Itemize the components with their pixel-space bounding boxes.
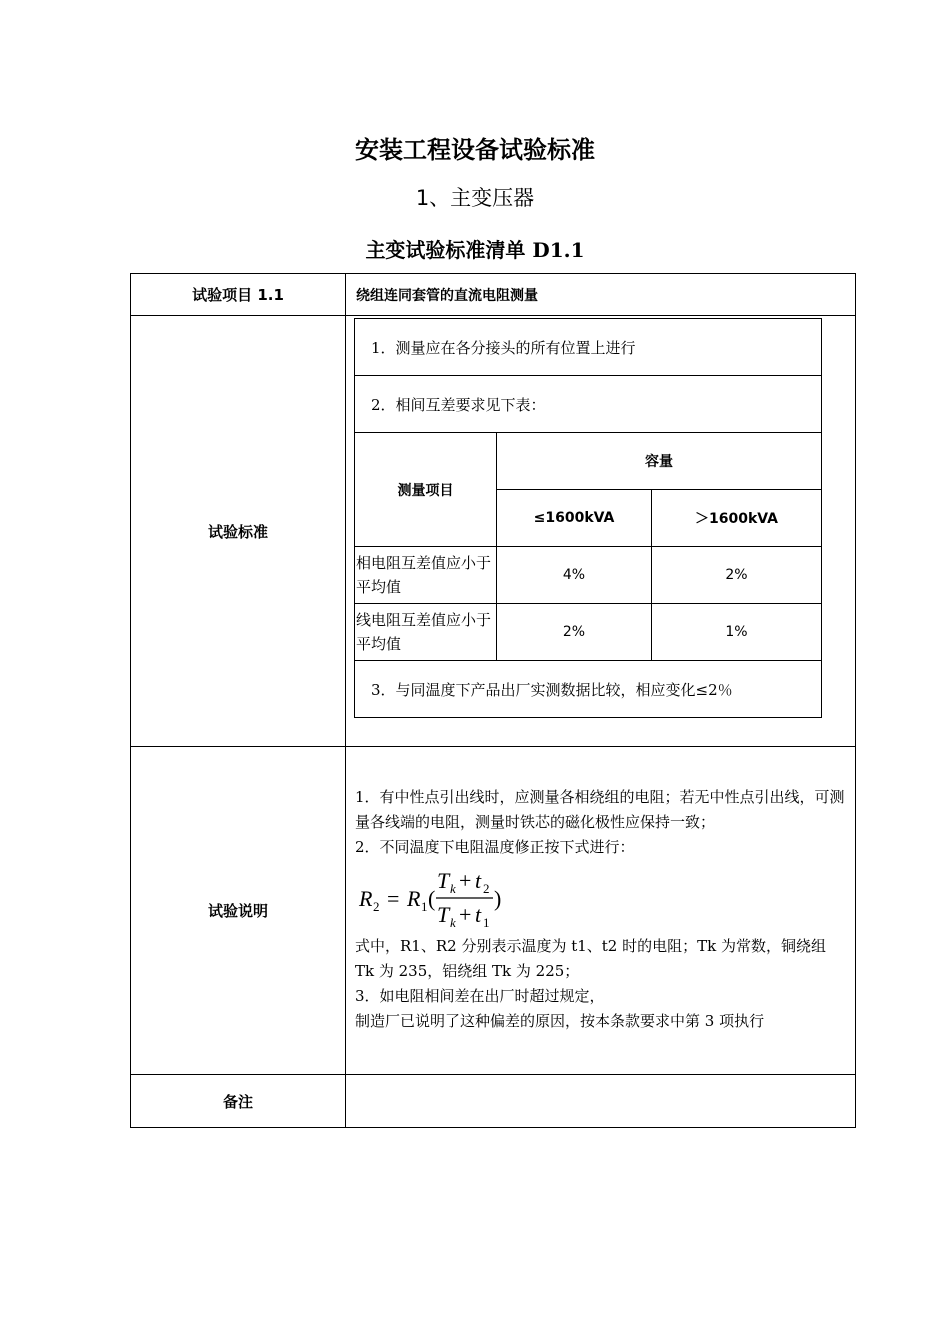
svg-text:k: k	[450, 915, 456, 930]
svg-text:(: (	[428, 886, 436, 911]
note-paragraph-1: 1．有中性点引出线时，应测量各相绕组的电阻；若无中性点引出线，可测量各线端的电阻，测量时铁芯的磁化极性应保持一致；	[355, 788, 845, 831]
line-resistance-label: 线电阻互差值应小于平均值	[355, 604, 497, 661]
svg-text:R: R	[407, 886, 421, 911]
svg-text:+: +	[459, 868, 472, 893]
document-title: 安装工程设备试验标准	[355, 135, 595, 164]
svg-text:T: T	[437, 902, 450, 927]
header-measure-item: 测量项目	[355, 433, 497, 547]
svg-text:t: t	[475, 868, 482, 893]
svg-text:=: =	[387, 886, 400, 911]
header-gt-1600: ＞1600kVA	[652, 490, 822, 547]
header-le-1600: ≤1600kVA	[497, 490, 652, 547]
list-title: 主变试验标准清单 D1.1	[365, 238, 585, 262]
section-title: 1、主变压器	[415, 186, 535, 210]
notes-row	[131, 747, 856, 1075]
standard-line-1: 1．测量应在各分接头的所有位置上进行	[355, 319, 822, 376]
note-paragraph-3: 式中，R1、R2 分别表示温度为 t1、t2 时的电阻；Tk 为常数，铜绕组 Tk 为 235，铝绕组 Tk 为 225；	[355, 937, 826, 980]
temperature-correction-formula	[357, 862, 847, 934]
note-paragraph-4: 3．如电阻相间差在出厂时超过规定，	[355, 987, 605, 1005]
svg-text:): )	[494, 886, 502, 911]
notes-label: 试验说明	[131, 747, 346, 1075]
svg-text:T: T	[437, 868, 450, 893]
standard-row	[131, 316, 856, 747]
standard-line-2: 2．相间互差要求见下表：	[355, 376, 822, 433]
svg-text:1: 1	[483, 915, 490, 930]
phase-gt-value: 2%	[652, 547, 822, 604]
svg-text:t: t	[475, 902, 482, 927]
svg-text:k: k	[450, 881, 456, 896]
remarks-row	[131, 1075, 856, 1128]
standard-label: 试验标准	[131, 316, 346, 747]
test-item-value: 绕组连同套管的直流电阻测量	[346, 274, 856, 316]
svg-text:2: 2	[373, 899, 380, 914]
line-le-value: 2%	[497, 604, 652, 661]
test-item-row	[131, 274, 856, 316]
line-gt-value: 1%	[652, 604, 822, 661]
table-row	[355, 604, 822, 661]
svg-text:R: R	[359, 886, 373, 911]
svg-text:+: +	[459, 902, 472, 927]
standard-line-3: 3．与同温度下产品出厂实测数据比较，相应变化≤2％	[355, 661, 822, 718]
standard-content	[346, 316, 856, 747]
table-row	[355, 547, 822, 604]
standard-inner-table	[354, 318, 822, 718]
remarks-label: 备注	[131, 1075, 346, 1128]
note-paragraph-5: 制造厂已说明了这种偏差的原因，按本条款要求中第 3 项执行	[355, 1012, 765, 1030]
notes-content	[346, 747, 856, 1075]
svg-text:2: 2	[483, 881, 490, 896]
test-item-label: 试验项目 1.1	[131, 274, 346, 316]
note-paragraph-2: 2．不同温度下电阻温度修正按下式进行：	[355, 838, 635, 856]
header-capacity: 容量	[497, 433, 822, 490]
phase-resistance-label: 相电阻互差值应小于平均值	[355, 547, 497, 604]
phase-le-value: 4%	[497, 547, 652, 604]
test-standard-table	[130, 273, 856, 1128]
svg-text:1: 1	[421, 899, 428, 914]
remarks-value	[346, 1075, 856, 1128]
